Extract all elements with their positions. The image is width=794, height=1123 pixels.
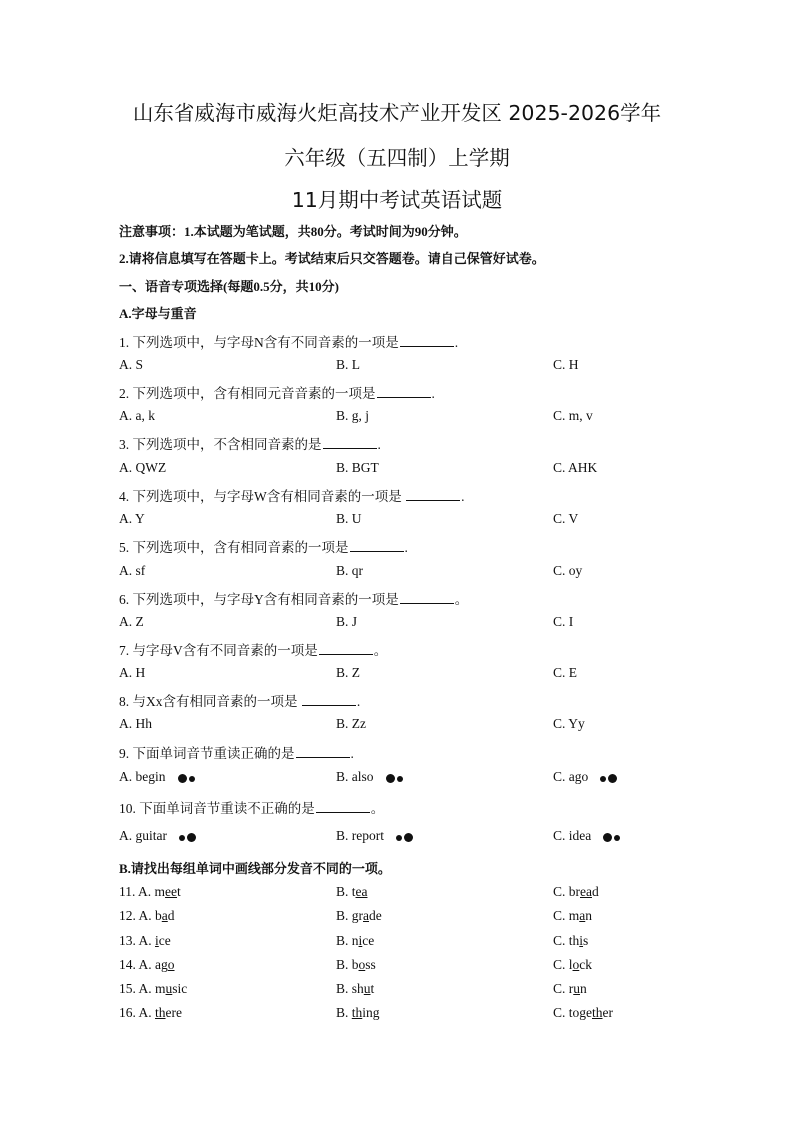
answer-blank [302, 694, 356, 706]
note-1: 注意事项：1.本试题为笔试题，共80分。考试时间为90分钟。 [119, 224, 467, 239]
option-c: C. AHK [553, 460, 598, 475]
word-row-11-b: B. tea [336, 884, 368, 899]
note-2: 2.请将信息填写在答题卡上。考试结束后只交答题卷。请自己保管好试卷。 [119, 251, 545, 266]
word-row-11-a: 11. A. meet [119, 884, 181, 899]
answer-blank [350, 540, 404, 552]
question-6: 6. 下列选项中，与字母Y含有相同音素的一项是 。 [119, 592, 469, 607]
section-heading: 一、语音专项选择(每题0.5分，共10分) [119, 279, 339, 294]
option-a: A. S [119, 357, 144, 372]
stress-pattern-icon [603, 829, 622, 845]
word-row-14-c: C. lock [553, 957, 593, 972]
option-c: C. V [553, 511, 579, 526]
answer-blank [323, 437, 377, 449]
answer-blank [406, 489, 460, 501]
stress-pattern-icon [386, 770, 405, 786]
option-b: B. report [336, 828, 415, 845]
option-c: C. ago [553, 769, 619, 786]
exam-title-line3: 11月期中考试英语试题 [291, 188, 503, 212]
option-c: C. I [553, 614, 574, 629]
option-b: B. J [336, 614, 358, 629]
word-row-13-a: 13. A. ice [119, 933, 171, 948]
exam-title-line1: 山东省威海市威海火炬高技术产业开发区 2025-2026学年 [132, 101, 662, 125]
question-1: 1. 下列选项中，与字母N含有不同音素的一项是 . [119, 335, 459, 350]
option-b: B. qr [336, 563, 363, 578]
option-b: B. g, j [336, 408, 370, 423]
option-c: C. oy [553, 563, 583, 578]
answer-blank [319, 643, 373, 655]
option-a: A. sf [119, 563, 146, 578]
question-2: 2. 下列选项中，含有相同元音音素的一项是 . [119, 386, 435, 401]
option-c: C. idea [553, 828, 622, 845]
option-b: B. also [336, 769, 405, 786]
option-b: B. L [336, 357, 361, 372]
answer-blank [296, 746, 350, 758]
question-10: 10. 下面单词音节重读不正确的是 。 [119, 801, 385, 816]
word-row-11-c: C. bread [553, 884, 599, 899]
option-a: A. begin [119, 769, 197, 786]
option-c: C. m, v [553, 408, 593, 423]
option-b: B. Zz [336, 716, 366, 731]
word-row-12-b: B. grade [336, 908, 382, 923]
part-a-heading: A.字母与重音 [119, 306, 197, 321]
option-b: B. Z [336, 665, 361, 680]
answer-blank [400, 335, 454, 347]
word-row-12-c: C. man [553, 908, 593, 923]
question-5: 5. 下列选项中，含有相同音素的一项是 . [119, 540, 408, 555]
stress-pattern-icon [600, 770, 619, 786]
word-row-14-b: B. boss [336, 957, 376, 972]
option-a: A. Hh [119, 716, 152, 731]
stress-pattern-icon [178, 770, 197, 786]
word-row-16-c: C. together [553, 1005, 614, 1020]
option-a: A. Y [119, 511, 145, 526]
option-b: B. BGT [336, 460, 379, 475]
stress-pattern-icon [179, 829, 198, 845]
word-row-12-a: 12. A. bad [119, 908, 175, 923]
question-9: 9. 下面单词音节重读正确的是 . [119, 746, 354, 761]
word-row-15-b: B. shut [336, 981, 375, 996]
option-b: B. U [336, 511, 362, 526]
question-4: 4. 下列选项中，与字母W含有相同音素的一项是 . [119, 489, 465, 504]
option-a: A. Z [119, 614, 144, 629]
word-row-13-b: B. nice [336, 933, 375, 948]
option-c: C. H [553, 357, 579, 372]
option-a: A. guitar [119, 828, 198, 845]
option-a: A. H [119, 665, 146, 680]
option-c: C. E [553, 665, 578, 680]
word-row-14-a: 14. A. ago [119, 957, 175, 972]
word-row-16-a: 16. A. there [119, 1005, 183, 1020]
question-8: 8. 与Xx含有相同音素的一项是 . [119, 694, 361, 709]
option-a: A. a, k [119, 408, 155, 423]
answer-blank [377, 386, 431, 398]
answer-blank [400, 592, 454, 604]
question-3: 3. 下列选项中，不含相同音素的是 . [119, 437, 381, 452]
answer-blank [316, 801, 370, 813]
word-row-16-b: B. thing [336, 1005, 380, 1020]
option-c: C. Yy [553, 716, 585, 731]
exam-title-line2: 六年级（五四制）上学期 [284, 146, 510, 170]
word-row-13-c: C. this [553, 933, 589, 948]
option-a: A. QWZ [119, 460, 167, 475]
question-7: 7. 与字母V含有不同音素的一项是 。 [119, 643, 388, 658]
part-b-heading: B.请找出每组单词中画线部分发音不同的一项。 [119, 861, 391, 876]
word-row-15-a: 15. A. music [119, 981, 188, 996]
word-row-15-c: C. run [553, 981, 587, 996]
stress-pattern-icon [396, 829, 415, 845]
